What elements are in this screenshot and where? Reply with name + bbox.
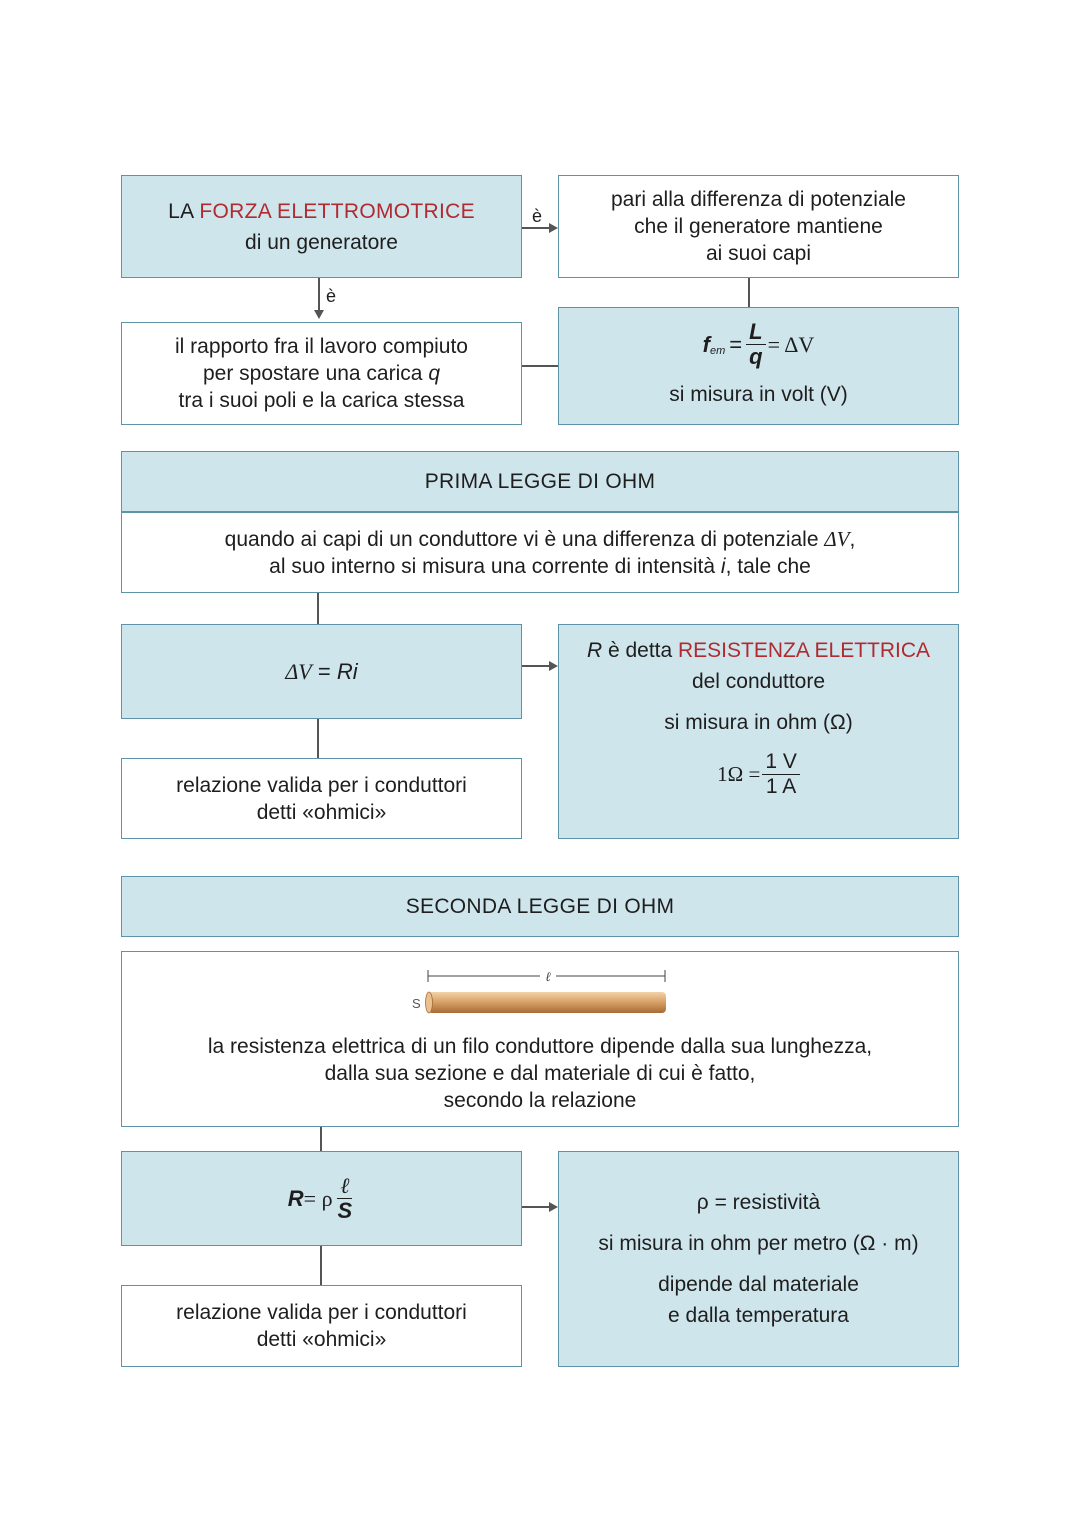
ohm1-arrow-right-line: [522, 665, 550, 667]
wire: [428, 992, 666, 1013]
ohm1-resistance-box: R è detta RESISTENZA ELETTRICA del conduttore si misura in ohm (Ω) 1Ω = $\frac{1 V}{1 A}$: [558, 624, 959, 839]
fem-title-line2: di un generatore: [245, 230, 398, 254]
ohm1-valid-box: relazione valida per i conduttori detti «ohmici»: [121, 758, 522, 839]
fem-arrow-right-head: [549, 223, 558, 233]
fem-arrow-down-line: [318, 278, 320, 311]
ohm1-formula: ΔV = Ri: [285, 659, 358, 684]
ohm1-arrow-right-head: [549, 661, 558, 671]
rho-unit: si misura in ohm per metro (Ω · m): [598, 1232, 919, 1255]
ohm2-formula: R = ρ $\frac{\text{ℓ}}{S}$: [287, 1173, 353, 1223]
wire-length-label: ℓ: [545, 969, 551, 984]
ohm2-valid-box: relazione valida per i conduttori detti «ohmici»: [121, 1285, 522, 1367]
ohm2-arrow-right-line: [522, 1206, 550, 1208]
ohm1-connector-down: [317, 593, 319, 624]
ohm2-connector-down: [320, 1127, 322, 1151]
ohm1-connector-down-2: [317, 719, 319, 758]
fem-connector-horizontal: [522, 365, 558, 367]
fem-formula: f $_{em}$ = $\frac{L}{q}$ = ΔV: [702, 319, 815, 369]
ohm2-resistivity-box: ρ = resistività si misura in ohm per metro (Ω · m) dipende dal materiale e dalla temperatura: [558, 1151, 959, 1367]
fem-ratio-box: il rapporto fra il lavoro compiuto per spostare una carica q tra i suoi poli e la carica stessa: [121, 322, 522, 425]
fem-arrow-down-label: è: [326, 286, 337, 306]
fem-arrow-right-line: [522, 227, 550, 229]
charge-symbol: q: [428, 362, 440, 385]
ohm1-desc-box: quando ai capi di un conduttore vi è una differenza di potenziale ΔV, al suo interno si misura una corrente di intensità i, tale che: [121, 512, 959, 593]
fem-formula-box: [558, 307, 959, 425]
ohm2-header: SECONDA LEGGE DI OHM: [121, 876, 959, 937]
wire-section: [426, 992, 433, 1013]
ohm1-formula-box: [121, 624, 522, 719]
ohm2-arrow-right-head: [549, 1202, 558, 1212]
fem-equal-box: pari alla differenza di potenziale che il generatore mantiene ai suoi capi: [558, 175, 959, 278]
fem-title-line1: LA FORZA ELETTROMOTRICE: [168, 199, 475, 223]
fem-connector-vertical: [748, 278, 750, 307]
fem-unit: si misura in volt (V): [669, 383, 848, 406]
fem-title-box: [121, 175, 522, 278]
wire-section-label: S: [412, 996, 421, 1011]
fem-term: FORZA ELETTROMOTRICE: [199, 199, 475, 223]
ohm2-formula-box: [121, 1151, 522, 1246]
fem-arrow-right-label: è: [532, 206, 543, 226]
fem-arrow-down-head: [314, 310, 324, 319]
ohm2-desc-box: la resistenza elettrica di un filo conduttore dipende dalla sua lunghezza, dalla sua sezione e dal materiale di cui è fatto, secondo la relazione: [121, 951, 959, 1127]
ohm-unit-formula: 1Ω = $\frac{1 V}{1 A}$: [717, 750, 800, 799]
ohm2-connector-down-2: [320, 1246, 322, 1285]
resistance-term: RESISTENZA ELETTRICA: [678, 639, 931, 662]
wire-illustration: [400, 962, 680, 1022]
ohm1-header: PRIMA LEGGE DI OHM: [121, 451, 959, 512]
rho-definition: ρ = resistività: [696, 1191, 821, 1214]
